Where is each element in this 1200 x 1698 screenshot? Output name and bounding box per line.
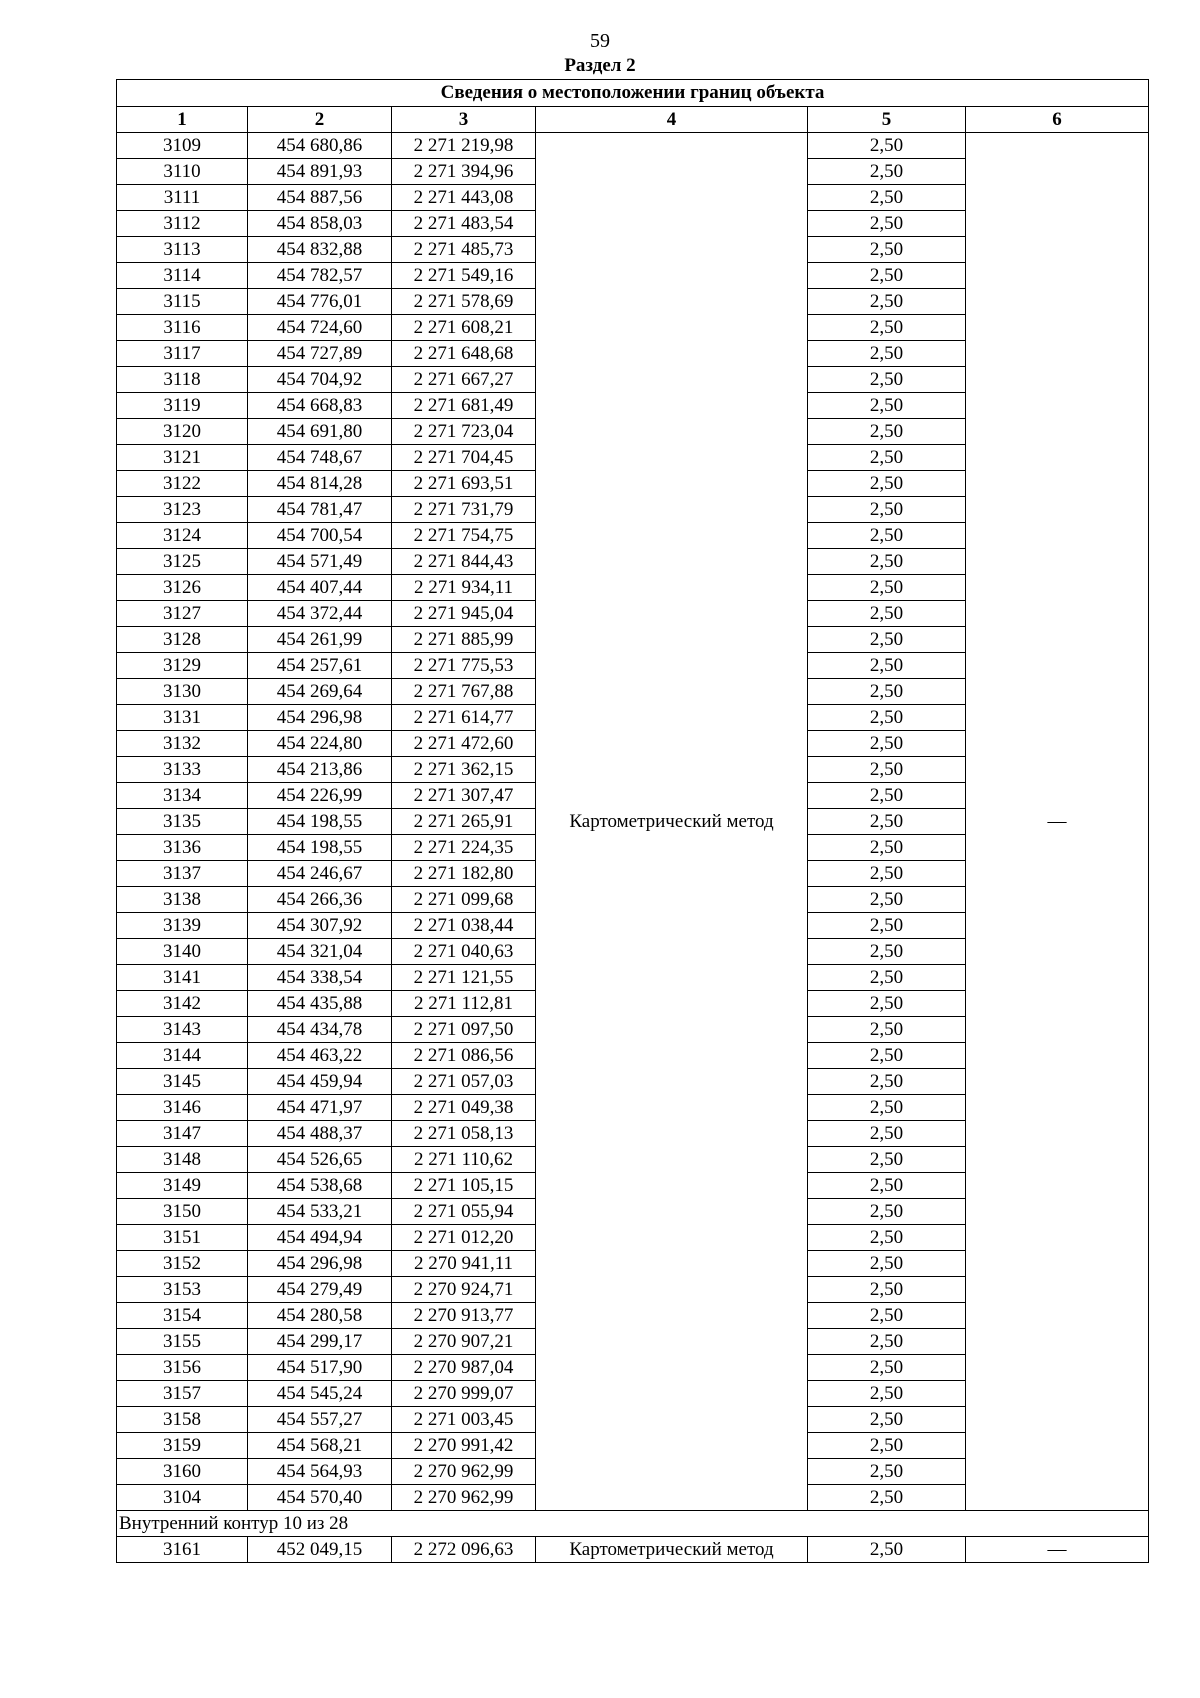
y-coordinate-cell: 2 272 096,63	[392, 1537, 536, 1563]
accuracy-cell: 2,50	[808, 1355, 966, 1381]
y-coordinate-cell: 2 271 614,77	[392, 705, 536, 731]
y-coordinate-cell: 2 271 885,99	[392, 627, 536, 653]
x-coordinate-cell: 454 198,55	[248, 835, 392, 861]
accuracy-cell: 2,50	[808, 991, 966, 1017]
point-number-cell: 3160	[117, 1459, 248, 1485]
accuracy-cell: 2,50	[808, 809, 966, 835]
accuracy-cell: 2,50	[808, 315, 966, 341]
accuracy-cell: 2,50	[808, 1459, 966, 1485]
accuracy-cell: 2,50	[808, 835, 966, 861]
point-number-cell: 3149	[117, 1173, 248, 1199]
y-coordinate-cell: 2 270 913,77	[392, 1303, 536, 1329]
point-number-cell: 3151	[117, 1225, 248, 1251]
method-cell: Картометрический метод	[536, 133, 808, 1511]
x-coordinate-cell: 454 198,55	[248, 809, 392, 835]
x-coordinate-cell: 454 407,44	[248, 575, 392, 601]
x-coordinate-cell: 454 887,56	[248, 185, 392, 211]
point-number-cell: 3126	[117, 575, 248, 601]
x-coordinate-cell: 454 557,27	[248, 1407, 392, 1433]
accuracy-cell: 2,50	[808, 1537, 966, 1563]
point-number-cell: 3111	[117, 185, 248, 211]
accuracy-cell: 2,50	[808, 419, 966, 445]
accuracy-cell: 2,50	[808, 705, 966, 731]
accuracy-cell: 2,50	[808, 1199, 966, 1225]
section-title: Раздел 2	[564, 55, 636, 76]
y-coordinate-cell: 2 271 723,04	[392, 419, 536, 445]
accuracy-cell: 2,50	[808, 1251, 966, 1277]
y-coordinate-cell: 2 271 704,45	[392, 445, 536, 471]
point-number-cell: 3161	[117, 1537, 248, 1563]
point-number-cell: 3127	[117, 601, 248, 627]
x-coordinate-cell: 454 296,98	[248, 1251, 392, 1277]
x-coordinate-cell: 454 538,68	[248, 1173, 392, 1199]
point-number-cell: 3123	[117, 497, 248, 523]
accuracy-cell: 2,50	[808, 237, 966, 263]
y-coordinate-cell: 2 271 693,51	[392, 471, 536, 497]
point-number-cell: 3104	[117, 1485, 248, 1511]
description-cell: —	[966, 133, 1149, 1511]
y-coordinate-cell: 2 271 040,63	[392, 939, 536, 965]
point-number-cell: 3139	[117, 913, 248, 939]
point-number-cell: 3114	[117, 263, 248, 289]
accuracy-cell: 2,50	[808, 341, 966, 367]
x-coordinate-cell: 454 280,58	[248, 1303, 392, 1329]
y-coordinate-cell: 2 271 483,54	[392, 211, 536, 237]
table-row	[117, 1537, 1149, 1563]
accuracy-cell: 2,50	[808, 211, 966, 237]
y-coordinate-cell: 2 270 991,42	[392, 1433, 536, 1459]
x-coordinate-cell: 454 704,92	[248, 367, 392, 393]
point-number-cell: 3147	[117, 1121, 248, 1147]
point-number-cell: 3155	[117, 1329, 248, 1355]
y-coordinate-cell: 2 271 648,68	[392, 341, 536, 367]
x-coordinate-cell: 454 568,21	[248, 1433, 392, 1459]
point-number-cell: 3125	[117, 549, 248, 575]
y-coordinate-cell: 2 271 775,53	[392, 653, 536, 679]
accuracy-cell: 2,50	[808, 1485, 966, 1511]
x-coordinate-cell: 454 372,44	[248, 601, 392, 627]
point-number-cell: 3130	[117, 679, 248, 705]
point-number-cell: 3121	[117, 445, 248, 471]
accuracy-cell: 2,50	[808, 185, 966, 211]
accuracy-cell: 2,50	[808, 497, 966, 523]
accuracy-cell: 2,50	[808, 1173, 966, 1199]
x-coordinate-cell: 454 782,57	[248, 263, 392, 289]
point-number-cell: 3115	[117, 289, 248, 315]
accuracy-cell: 2,50	[808, 601, 966, 627]
x-coordinate-cell: 454 691,80	[248, 419, 392, 445]
x-coordinate-cell: 454 261,99	[248, 627, 392, 653]
y-coordinate-cell: 2 271 112,81	[392, 991, 536, 1017]
point-number-cell: 3113	[117, 237, 248, 263]
accuracy-cell: 2,50	[808, 523, 966, 549]
accuracy-cell: 2,50	[808, 731, 966, 757]
column-header-row	[117, 107, 1149, 133]
x-coordinate-cell: 454 307,92	[248, 913, 392, 939]
point-number-cell: 3144	[117, 1043, 248, 1069]
point-number-cell: 3118	[117, 367, 248, 393]
accuracy-cell: 2,50	[808, 289, 966, 315]
accuracy-cell: 2,50	[808, 1121, 966, 1147]
point-number-cell: 3131	[117, 705, 248, 731]
y-coordinate-cell: 2 271 681,49	[392, 393, 536, 419]
y-coordinate-cell: 2 271 012,20	[392, 1225, 536, 1251]
accuracy-cell: 2,50	[808, 471, 966, 497]
y-coordinate-cell: 2 271 086,56	[392, 1043, 536, 1069]
y-coordinate-cell: 2 271 057,03	[392, 1069, 536, 1095]
point-number-cell: 3124	[117, 523, 248, 549]
y-coordinate-cell: 2 271 105,15	[392, 1173, 536, 1199]
y-coordinate-cell: 2 271 608,21	[392, 315, 536, 341]
point-number-cell: 3140	[117, 939, 248, 965]
point-number-cell: 3135	[117, 809, 248, 835]
y-coordinate-cell: 2 271 934,11	[392, 575, 536, 601]
point-number-cell: 3145	[117, 1069, 248, 1095]
point-number-cell: 3143	[117, 1017, 248, 1043]
point-number-cell: 3148	[117, 1147, 248, 1173]
accuracy-cell: 2,50	[808, 1043, 966, 1069]
x-coordinate-cell: 454 727,89	[248, 341, 392, 367]
accuracy-cell: 2,50	[808, 1147, 966, 1173]
point-number-cell: 3129	[117, 653, 248, 679]
accuracy-cell: 2,50	[808, 1433, 966, 1459]
y-coordinate-cell: 2 271 731,79	[392, 497, 536, 523]
x-coordinate-cell: 454 571,49	[248, 549, 392, 575]
x-coordinate-cell: 454 814,28	[248, 471, 392, 497]
point-number-cell: 3109	[117, 133, 248, 159]
accuracy-cell: 2,50	[808, 757, 966, 783]
point-number-cell: 3157	[117, 1381, 248, 1407]
accuracy-cell: 2,50	[808, 1303, 966, 1329]
point-number-cell: 3136	[117, 835, 248, 861]
x-coordinate-cell: 454 321,04	[248, 939, 392, 965]
y-coordinate-cell: 2 271 844,43	[392, 549, 536, 575]
x-coordinate-cell: 454 545,24	[248, 1381, 392, 1407]
x-coordinate-cell: 454 269,64	[248, 679, 392, 705]
method-cell: Картометрический метод	[536, 1537, 808, 1563]
y-coordinate-cell: 2 271 182,80	[392, 861, 536, 887]
x-coordinate-cell: 454 266,36	[248, 887, 392, 913]
accuracy-cell: 2,50	[808, 1277, 966, 1303]
accuracy-cell: 2,50	[808, 1069, 966, 1095]
x-coordinate-cell: 454 459,94	[248, 1069, 392, 1095]
table-row	[117, 133, 1149, 159]
x-coordinate-cell: 454 517,90	[248, 1355, 392, 1381]
x-coordinate-cell: 454 748,67	[248, 445, 392, 471]
y-coordinate-cell: 2 271 058,13	[392, 1121, 536, 1147]
x-coordinate-cell: 454 246,67	[248, 861, 392, 887]
point-number-cell: 3112	[117, 211, 248, 237]
y-coordinate-cell: 2 271 003,45	[392, 1407, 536, 1433]
y-coordinate-cell: 2 271 549,16	[392, 263, 536, 289]
accuracy-cell: 2,50	[808, 939, 966, 965]
accuracy-cell: 2,50	[808, 1017, 966, 1043]
table-body	[117, 133, 1149, 1563]
x-coordinate-cell: 454 680,86	[248, 133, 392, 159]
accuracy-cell: 2,50	[808, 627, 966, 653]
x-coordinate-cell: 454 526,65	[248, 1147, 392, 1173]
y-coordinate-cell: 2 270 962,99	[392, 1459, 536, 1485]
point-number-cell: 3156	[117, 1355, 248, 1381]
accuracy-cell: 2,50	[808, 1381, 966, 1407]
table-title-row	[117, 80, 1149, 107]
contour-label: Внутренний контур 10 из 28	[117, 1511, 1149, 1537]
x-coordinate-cell: 454 668,83	[248, 393, 392, 419]
y-coordinate-cell: 2 271 362,15	[392, 757, 536, 783]
accuracy-cell: 2,50	[808, 913, 966, 939]
x-coordinate-cell: 454 279,49	[248, 1277, 392, 1303]
y-coordinate-cell: 2 271 049,38	[392, 1095, 536, 1121]
y-coordinate-cell: 2 271 443,08	[392, 185, 536, 211]
x-coordinate-cell: 454 832,88	[248, 237, 392, 263]
point-number-cell: 3152	[117, 1251, 248, 1277]
y-coordinate-cell: 2 271 945,04	[392, 601, 536, 627]
x-coordinate-cell: 454 488,37	[248, 1121, 392, 1147]
point-number-cell: 3128	[117, 627, 248, 653]
accuracy-cell: 2,50	[808, 445, 966, 471]
y-coordinate-cell: 2 271 055,94	[392, 1199, 536, 1225]
point-number-cell: 3153	[117, 1277, 248, 1303]
x-coordinate-cell: 454 224,80	[248, 731, 392, 757]
contour-row	[117, 1511, 1149, 1537]
y-coordinate-cell: 2 270 941,11	[392, 1251, 536, 1277]
y-coordinate-cell: 2 271 472,60	[392, 731, 536, 757]
x-coordinate-cell: 454 533,21	[248, 1199, 392, 1225]
accuracy-cell: 2,50	[808, 263, 966, 289]
x-coordinate-cell: 454 776,01	[248, 289, 392, 315]
accuracy-cell: 2,50	[808, 549, 966, 575]
point-number-cell: 3158	[117, 1407, 248, 1433]
point-number-cell: 3150	[117, 1199, 248, 1225]
x-coordinate-cell: 454 299,17	[248, 1329, 392, 1355]
accuracy-cell: 2,50	[808, 159, 966, 185]
accuracy-cell: 2,50	[808, 965, 966, 991]
x-coordinate-cell: 454 435,88	[248, 991, 392, 1017]
point-number-cell: 3141	[117, 965, 248, 991]
point-number-cell: 3154	[117, 1303, 248, 1329]
y-coordinate-cell: 2 271 578,69	[392, 289, 536, 315]
accuracy-cell: 2,50	[808, 393, 966, 419]
y-coordinate-cell: 2 271 219,98	[392, 133, 536, 159]
x-coordinate-cell: 454 564,93	[248, 1459, 392, 1485]
table-title: Сведения о местоположении границ объекта	[117, 80, 1149, 107]
point-number-cell: 3159	[117, 1433, 248, 1459]
x-coordinate-cell: 454 700,54	[248, 523, 392, 549]
x-coordinate-cell: 454 296,98	[248, 705, 392, 731]
y-coordinate-cell: 2 270 907,21	[392, 1329, 536, 1355]
x-coordinate-cell: 454 724,60	[248, 315, 392, 341]
point-number-cell: 3117	[117, 341, 248, 367]
y-coordinate-cell: 2 270 999,07	[392, 1381, 536, 1407]
accuracy-cell: 2,50	[808, 1407, 966, 1433]
y-coordinate-cell: 2 271 099,68	[392, 887, 536, 913]
accuracy-cell: 2,50	[808, 1095, 966, 1121]
x-coordinate-cell: 454 570,40	[248, 1485, 392, 1511]
y-coordinate-cell: 2 271 754,75	[392, 523, 536, 549]
column-header: 3	[392, 107, 536, 133]
accuracy-cell: 2,50	[808, 367, 966, 393]
x-coordinate-cell: 454 463,22	[248, 1043, 392, 1069]
accuracy-cell: 2,50	[808, 575, 966, 601]
column-header: 4	[536, 107, 808, 133]
accuracy-cell: 2,50	[808, 1329, 966, 1355]
point-number-cell: 3119	[117, 393, 248, 419]
y-coordinate-cell: 2 271 394,96	[392, 159, 536, 185]
point-number-cell: 3142	[117, 991, 248, 1017]
y-coordinate-cell: 2 271 265,91	[392, 809, 536, 835]
x-coordinate-cell: 454 338,54	[248, 965, 392, 991]
point-number-cell: 3122	[117, 471, 248, 497]
column-header: 2	[248, 107, 392, 133]
point-number-cell: 3138	[117, 887, 248, 913]
point-number-cell: 3120	[117, 419, 248, 445]
x-coordinate-cell: 454 226,99	[248, 783, 392, 809]
y-coordinate-cell: 2 271 097,50	[392, 1017, 536, 1043]
accuracy-cell: 2,50	[808, 783, 966, 809]
accuracy-cell: 2,50	[808, 887, 966, 913]
x-coordinate-cell: 452 049,15	[248, 1537, 392, 1563]
y-coordinate-cell: 2 271 121,55	[392, 965, 536, 991]
y-coordinate-cell: 2 271 485,73	[392, 237, 536, 263]
x-coordinate-cell: 454 434,78	[248, 1017, 392, 1043]
y-coordinate-cell: 2 271 110,62	[392, 1147, 536, 1173]
column-header: 6	[966, 107, 1149, 133]
y-coordinate-cell: 2 271 667,27	[392, 367, 536, 393]
description-cell: —	[966, 1537, 1149, 1563]
x-coordinate-cell: 454 891,93	[248, 159, 392, 185]
y-coordinate-cell: 2 271 038,44	[392, 913, 536, 939]
point-number-cell: 3110	[117, 159, 248, 185]
y-coordinate-cell: 2 270 987,04	[392, 1355, 536, 1381]
point-number-cell: 3134	[117, 783, 248, 809]
point-number-cell: 3116	[117, 315, 248, 341]
y-coordinate-cell: 2 271 767,88	[392, 679, 536, 705]
x-coordinate-cell: 454 494,94	[248, 1225, 392, 1251]
y-coordinate-cell: 2 270 962,99	[392, 1485, 536, 1511]
page-number: 59	[590, 30, 610, 52]
y-coordinate-cell: 2 270 924,71	[392, 1277, 536, 1303]
point-number-cell: 3137	[117, 861, 248, 887]
x-coordinate-cell: 454 213,86	[248, 757, 392, 783]
accuracy-cell: 2,50	[808, 679, 966, 705]
column-header: 5	[808, 107, 966, 133]
accuracy-cell: 2,50	[808, 133, 966, 159]
column-header: 1	[117, 107, 248, 133]
point-number-cell: 3146	[117, 1095, 248, 1121]
y-coordinate-cell: 2 271 307,47	[392, 783, 536, 809]
boundary-table	[116, 79, 1149, 1563]
y-coordinate-cell: 2 271 224,35	[392, 835, 536, 861]
point-number-cell: 3133	[117, 757, 248, 783]
accuracy-cell: 2,50	[808, 861, 966, 887]
x-coordinate-cell: 454 781,47	[248, 497, 392, 523]
x-coordinate-cell: 454 858,03	[248, 211, 392, 237]
accuracy-cell: 2,50	[808, 1225, 966, 1251]
point-number-cell: 3132	[117, 731, 248, 757]
x-coordinate-cell: 454 471,97	[248, 1095, 392, 1121]
x-coordinate-cell: 454 257,61	[248, 653, 392, 679]
accuracy-cell: 2,50	[808, 653, 966, 679]
